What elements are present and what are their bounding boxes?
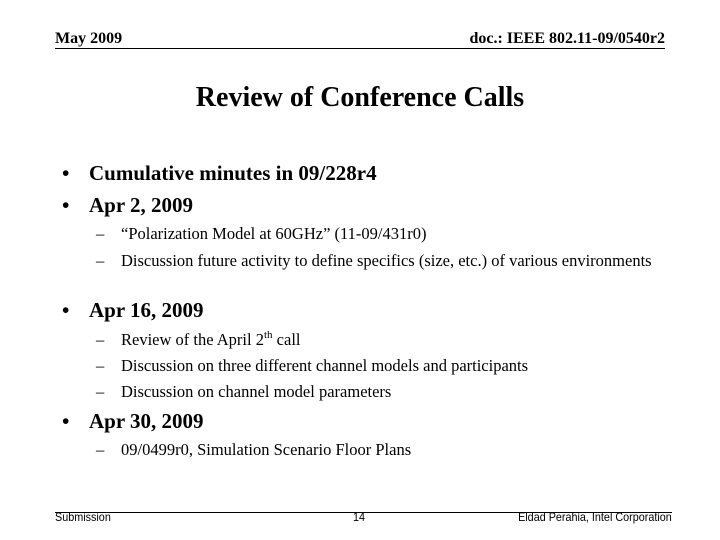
bullet-dot-icon: • — [62, 409, 70, 433]
footer-page-number: 14 — [353, 510, 366, 524]
bullet-text: Apr 16, 2009 — [89, 298, 204, 322]
sub-bullet-text: 09/0499r0, Simulation Scenario Floor Plans — [121, 440, 412, 459]
sub-bullet-three-channel-models — [96, 355, 656, 376]
sub-bullet-channel-model-parameters — [96, 381, 656, 402]
bullet-dot-icon: • — [62, 161, 70, 185]
bullet-text: Apr 30, 2009 — [89, 409, 204, 433]
sub-bullet-text: Review of the April 2th call — [121, 328, 301, 349]
dash-icon: – — [96, 356, 105, 375]
header-doc-id: doc.: IEEE 802.11-09/0540r2 — [469, 30, 665, 47]
slide-title: Review of Conference Calls — [195, 82, 525, 113]
sub-bullet-text: Discussion on three different channel models and participants — [121, 356, 529, 375]
dash-icon: – — [96, 382, 105, 401]
bullet-text: Apr 2, 2009 — [89, 193, 194, 217]
footer-author: Eldad Perahia, Intel Corporation — [518, 510, 672, 524]
sub-bullet-text: Discussion future activity to define specifics (size, etc.) of various environments — [121, 251, 652, 270]
sub-bullet-discussion-future-activity — [96, 250, 656, 271]
sub-bullet-text: Discussion on channel model parameters — [121, 382, 392, 401]
sub-bullet-text: “Polarization Model at 60GHz” (11-09/431r0) — [121, 224, 427, 243]
bullet-text: Cumulative minutes in 09/228r4 — [89, 161, 377, 185]
sub-bullet-polarization-model — [96, 223, 656, 244]
header-rule — [55, 48, 665, 49]
bullet-dot-icon: • — [62, 298, 70, 322]
dash-icon: – — [96, 330, 105, 349]
dash-icon: – — [96, 224, 105, 243]
dash-icon: – — [96, 251, 105, 270]
header-date: May 2009 — [55, 30, 123, 47]
sub-bullet-review-april-call — [96, 329, 656, 350]
footer-submission: Submission — [55, 510, 111, 524]
bullet-dot-icon: • — [62, 193, 70, 217]
sub-bullet-simulation-floor-plans — [96, 439, 656, 460]
dash-icon: – — [96, 440, 105, 459]
